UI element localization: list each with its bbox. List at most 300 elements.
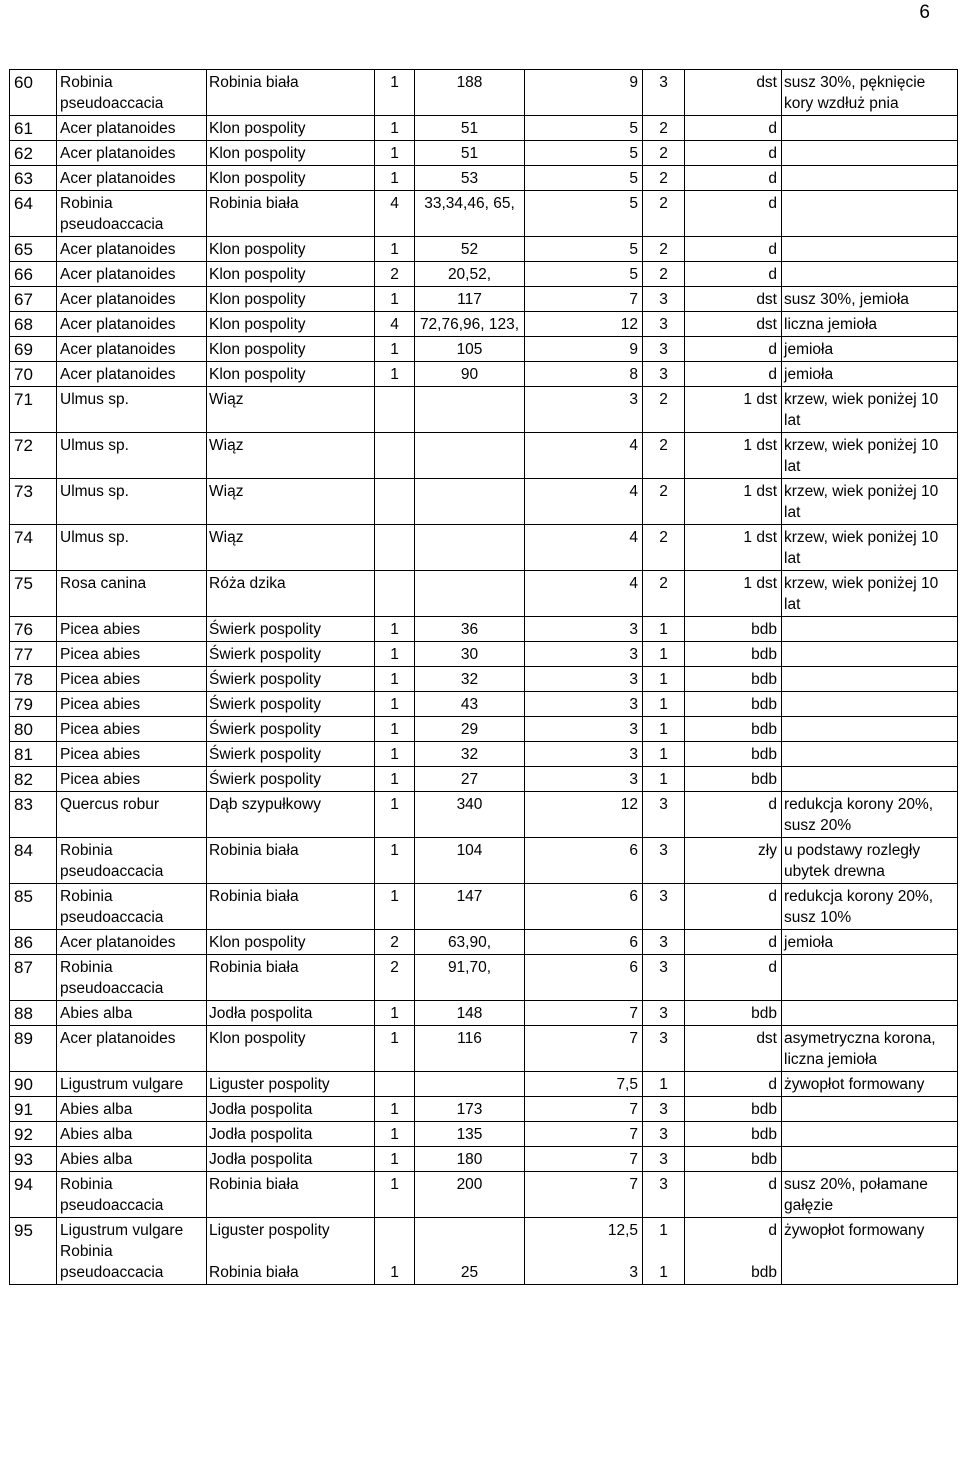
- circumference-cell: 200: [415, 1172, 525, 1218]
- table-row: [10, 838, 958, 884]
- table-row: [10, 1172, 958, 1218]
- tree-height-cell: 7: [525, 1122, 643, 1147]
- tree-condition-cell: dst: [685, 1026, 782, 1072]
- tree-number-cell: 67: [10, 287, 57, 312]
- latin-name-cell: Robinia pseudoaccacia: [57, 191, 207, 237]
- table-row: [10, 667, 958, 692]
- circumference-cell: 33,34,46, 65,: [415, 191, 525, 237]
- tree-height-cell: 5: [525, 237, 643, 262]
- remarks-cell: [782, 237, 958, 262]
- tree-condition-cell: 1 dst: [685, 525, 782, 571]
- tree-height-cell: 3: [525, 717, 643, 742]
- tree-condition-cell: dst: [685, 312, 782, 337]
- tree-condition-cell: zły: [685, 838, 782, 884]
- remarks-cell: [782, 955, 958, 1001]
- remarks-cell: [782, 642, 958, 667]
- circumference-cell: [415, 571, 525, 617]
- remarks-cell: krzew, wiek poniżej 10 lat: [782, 525, 958, 571]
- polish-name-cell: Wiąz: [207, 387, 375, 433]
- tree-number-cell: 82: [10, 767, 57, 792]
- polish-name-cell: Jodła pospolita: [207, 1097, 375, 1122]
- latin-name-cell: Acer platanoides: [57, 116, 207, 141]
- stem-count-cell: 1: [375, 70, 415, 116]
- polish-name-cell: Wiąz: [207, 479, 375, 525]
- tree-height-cell: 5: [525, 141, 643, 166]
- tree-condition-cell: d: [685, 930, 782, 955]
- tree-height-cell: 3: [525, 642, 643, 667]
- circumference-cell: [415, 1072, 525, 1097]
- tree-number-cell: 63: [10, 166, 57, 191]
- table-row: [10, 312, 958, 337]
- tree-condition-cell: bdb: [685, 692, 782, 717]
- stem-count-cell: [375, 387, 415, 433]
- remarks-cell: [782, 717, 958, 742]
- stem-count-cell: 1: [375, 642, 415, 667]
- latin-name-cell: Picea abies: [57, 617, 207, 642]
- crown-width-cell: 3: [643, 1026, 685, 1072]
- remarks-cell: [782, 692, 958, 717]
- stem-count-cell: 1: [375, 237, 415, 262]
- tree-height-cell: 3: [525, 767, 643, 792]
- tree-condition-cell: 1 dst: [685, 433, 782, 479]
- latin-name-cell: Abies alba: [57, 1122, 207, 1147]
- remarks-cell: susz 30%, jemioła: [782, 287, 958, 312]
- stem-count-cell: [375, 1072, 415, 1097]
- tree-condition-cell: d: [685, 191, 782, 237]
- remarks-cell: asymetryczna korona, liczna jemioła: [782, 1026, 958, 1072]
- latin-name-cell: Ligustrum vulgare: [57, 1072, 207, 1097]
- crown-width-cell: 3: [643, 1172, 685, 1218]
- circumference-cell: 72,76,96, 123,: [415, 312, 525, 337]
- circumference-cell: 116: [415, 1026, 525, 1072]
- tree-height-cell: 5: [525, 262, 643, 287]
- tree-condition-cell: d: [685, 884, 782, 930]
- remarks-cell: jemioła: [782, 362, 958, 387]
- stem-count-cell: 2: [375, 930, 415, 955]
- crown-width-cell: 2: [643, 433, 685, 479]
- circumference-cell: 27: [415, 767, 525, 792]
- stem-count-cell: 1: [375, 1218, 415, 1285]
- remarks-cell: [782, 742, 958, 767]
- stem-count-cell: 4: [375, 191, 415, 237]
- polish-name-cell: Jodła pospolita: [207, 1147, 375, 1172]
- tree-condition-cell: dst: [685, 287, 782, 312]
- latin-name-cell: Abies alba: [57, 1001, 207, 1026]
- tree-height-cell: 7: [525, 1026, 643, 1072]
- remarks-cell: krzew, wiek poniżej 10 lat: [782, 571, 958, 617]
- stem-count-cell: 1: [375, 141, 415, 166]
- remarks-cell: krzew, wiek poniżej 10 lat: [782, 433, 958, 479]
- tree-number-cell: 89: [10, 1026, 57, 1072]
- polish-name-cell: Robinia biała: [207, 70, 375, 116]
- remarks-cell: jemioła: [782, 930, 958, 955]
- stem-count-cell: 1: [375, 166, 415, 191]
- stem-count-cell: 1: [375, 767, 415, 792]
- table-row: [10, 767, 958, 792]
- tree-height-cell: 9: [525, 70, 643, 116]
- circumference-cell: 91,70,: [415, 955, 525, 1001]
- table-row: [10, 642, 958, 667]
- tree-height-cell: 5: [525, 191, 643, 237]
- stem-count-cell: 1: [375, 742, 415, 767]
- stem-count-cell: [375, 433, 415, 479]
- tree-condition-cell: d: [685, 1172, 782, 1218]
- crown-width-cell: 2: [643, 262, 685, 287]
- remarks-cell: jemioła: [782, 337, 958, 362]
- tree-height-cell: 3: [525, 617, 643, 642]
- polish-name-cell: Jodła pospolita: [207, 1122, 375, 1147]
- tree-number-cell: 85: [10, 884, 57, 930]
- table-row: [10, 116, 958, 141]
- tree-height-cell: 7,5: [525, 1072, 643, 1097]
- tree-number-cell: 61: [10, 116, 57, 141]
- tree-number-cell: 92: [10, 1122, 57, 1147]
- tree-height-cell: 3: [525, 692, 643, 717]
- table-row: [10, 362, 958, 387]
- crown-width-cell: 1: [643, 1072, 685, 1097]
- table-row: [10, 1026, 958, 1072]
- remarks-cell: krzew, wiek poniżej 10 lat: [782, 387, 958, 433]
- table-row: [10, 571, 958, 617]
- polish-name-cell: Klon pospolity: [207, 930, 375, 955]
- tree-condition-cell: d: [685, 141, 782, 166]
- latin-name-cell: Ulmus sp.: [57, 433, 207, 479]
- tree-condition-cell: 1 dst: [685, 387, 782, 433]
- polish-name-cell: Wiąz: [207, 433, 375, 479]
- polish-name-cell: Świerk pospolity: [207, 617, 375, 642]
- tree-number-cell: 73: [10, 479, 57, 525]
- circumference-cell: 52: [415, 237, 525, 262]
- stem-count-cell: 1: [375, 287, 415, 312]
- tree-number-cell: 71: [10, 387, 57, 433]
- tree-number-cell: 78: [10, 667, 57, 692]
- table-row: [10, 717, 958, 742]
- crown-width-cell: 1: [643, 767, 685, 792]
- tree-condition-cell: bdb: [685, 667, 782, 692]
- crown-width-cell: 1 1: [643, 1218, 685, 1285]
- circumference-cell: 32: [415, 667, 525, 692]
- circumference-cell: 20,52,: [415, 262, 525, 287]
- circumference-cell: 180: [415, 1147, 525, 1172]
- polish-name-cell: Robinia biała: [207, 191, 375, 237]
- crown-width-cell: 3: [643, 1097, 685, 1122]
- table-row: [10, 692, 958, 717]
- polish-name-cell: Klon pospolity: [207, 1026, 375, 1072]
- tree-height-cell: 3: [525, 742, 643, 767]
- tree-number-cell: 62: [10, 141, 57, 166]
- crown-width-cell: 3: [643, 884, 685, 930]
- tree-height-cell: 12,5 3: [525, 1218, 643, 1285]
- polish-name-cell: Świerk pospolity: [207, 667, 375, 692]
- stem-count-cell: [375, 571, 415, 617]
- polish-name-cell: Klon pospolity: [207, 166, 375, 191]
- crown-width-cell: 3: [643, 287, 685, 312]
- tree-height-cell: 4: [525, 525, 643, 571]
- crown-width-cell: 3: [643, 70, 685, 116]
- stem-count-cell: 1: [375, 337, 415, 362]
- circumference-cell: [415, 525, 525, 571]
- remarks-cell: susz 20%, połamane gałęzie: [782, 1172, 958, 1218]
- circumference-cell: 32: [415, 742, 525, 767]
- circumference-cell: 340: [415, 792, 525, 838]
- circumference-cell: [415, 387, 525, 433]
- latin-name-cell: Ulmus sp.: [57, 387, 207, 433]
- polish-name-cell: Klon pospolity: [207, 262, 375, 287]
- tree-height-cell: 6: [525, 955, 643, 1001]
- tree-number-cell: 74: [10, 525, 57, 571]
- crown-width-cell: 1: [643, 617, 685, 642]
- tree-condition-cell: d: [685, 362, 782, 387]
- table-row: [10, 433, 958, 479]
- table-row: [10, 955, 958, 1001]
- remarks-cell: redukcja korony 20%, susz 20%: [782, 792, 958, 838]
- remarks-cell: susz 30%, pęknięcie kory wzdłuż pnia: [782, 70, 958, 116]
- remarks-cell: [782, 767, 958, 792]
- circumference-cell: 188: [415, 70, 525, 116]
- crown-width-cell: 3: [643, 792, 685, 838]
- tree-condition-cell: bdb: [685, 1147, 782, 1172]
- tree-number-cell: 80: [10, 717, 57, 742]
- remarks-cell: [782, 1122, 958, 1147]
- tree-height-cell: 7: [525, 287, 643, 312]
- stem-count-cell: 2: [375, 262, 415, 287]
- latin-name-cell: Robinia pseudoaccacia: [57, 70, 207, 116]
- circumference-cell: [415, 433, 525, 479]
- circumference-cell: 135: [415, 1122, 525, 1147]
- latin-name-cell: Acer platanoides: [57, 262, 207, 287]
- polish-name-cell: Robinia biała: [207, 884, 375, 930]
- latin-name-cell: Rosa canina: [57, 571, 207, 617]
- tree-number-cell: 90: [10, 1072, 57, 1097]
- latin-name-cell: Abies alba: [57, 1097, 207, 1122]
- tree-condition-cell: d: [685, 337, 782, 362]
- crown-width-cell: 2: [643, 166, 685, 191]
- tree-number-cell: 72: [10, 433, 57, 479]
- tree-number-cell: 93: [10, 1147, 57, 1172]
- circumference-cell: 36: [415, 617, 525, 642]
- tree-height-cell: 3: [525, 387, 643, 433]
- tree-height-cell: 7: [525, 1001, 643, 1026]
- tree-number-cell: 91: [10, 1097, 57, 1122]
- stem-count-cell: 4: [375, 312, 415, 337]
- crown-width-cell: 2: [643, 387, 685, 433]
- stem-count-cell: 1: [375, 667, 415, 692]
- circumference-cell: 148: [415, 1001, 525, 1026]
- remarks-cell: redukcja korony 20%, susz 10%: [782, 884, 958, 930]
- remarks-cell: żywopłot formowany: [782, 1072, 958, 1097]
- tree-condition-cell: d: [685, 237, 782, 262]
- tree-condition-cell: d bdb: [685, 1218, 782, 1285]
- crown-width-cell: 3: [643, 838, 685, 884]
- tree-condition-cell: bdb: [685, 1097, 782, 1122]
- crown-width-cell: 2: [643, 141, 685, 166]
- tree-number-cell: 83: [10, 792, 57, 838]
- table-body: [10, 70, 958, 1285]
- circumference-cell: 25: [415, 1218, 525, 1285]
- latin-name-cell: Robinia pseudoaccacia: [57, 1172, 207, 1218]
- crown-width-cell: 2: [643, 116, 685, 141]
- table-row: [10, 617, 958, 642]
- polish-name-cell: Jodła pospolita: [207, 1001, 375, 1026]
- tree-height-cell: 12: [525, 312, 643, 337]
- tree-height-cell: 6: [525, 884, 643, 930]
- polish-name-cell: Świerk pospolity: [207, 692, 375, 717]
- remarks-cell: [782, 1097, 958, 1122]
- polish-name-cell: Robinia biała: [207, 1172, 375, 1218]
- crown-width-cell: 1: [643, 692, 685, 717]
- polish-name-cell: Świerk pospolity: [207, 767, 375, 792]
- table-row: [10, 70, 958, 116]
- table-row: [10, 387, 958, 433]
- tree-number-cell: 88: [10, 1001, 57, 1026]
- tree-condition-cell: bdb: [685, 1001, 782, 1026]
- crown-width-cell: 2: [643, 525, 685, 571]
- latin-name-cell: Acer platanoides: [57, 237, 207, 262]
- tree-condition-cell: dst: [685, 70, 782, 116]
- tree-height-cell: 7: [525, 1172, 643, 1218]
- tree-height-cell: 7: [525, 1147, 643, 1172]
- crown-width-cell: 3: [643, 955, 685, 1001]
- tree-height-cell: 8: [525, 362, 643, 387]
- tree-height-cell: 7: [525, 1097, 643, 1122]
- table-row: [10, 166, 958, 191]
- latin-name-cell: Picea abies: [57, 692, 207, 717]
- tree-inventory-table: [9, 69, 958, 1285]
- latin-name-cell: Picea abies: [57, 717, 207, 742]
- tree-height-cell: 4: [525, 571, 643, 617]
- circumference-cell: 43: [415, 692, 525, 717]
- latin-name-cell: Ulmus sp.: [57, 479, 207, 525]
- remarks-cell: krzew, wiek poniżej 10 lat: [782, 479, 958, 525]
- crown-width-cell: 2: [643, 571, 685, 617]
- table-row: [10, 237, 958, 262]
- polish-name-cell: Róża dzika: [207, 571, 375, 617]
- stem-count-cell: 1: [375, 1147, 415, 1172]
- tree-condition-cell: bdb: [685, 767, 782, 792]
- tree-number-cell: 64: [10, 191, 57, 237]
- circumference-cell: 51: [415, 141, 525, 166]
- remarks-cell: [782, 1001, 958, 1026]
- polish-name-cell: Świerk pospolity: [207, 717, 375, 742]
- stem-count-cell: 1: [375, 1001, 415, 1026]
- polish-name-cell: Klon pospolity: [207, 141, 375, 166]
- polish-name-cell: Klon pospolity: [207, 337, 375, 362]
- table-row: [10, 1147, 958, 1172]
- tree-condition-cell: 1 dst: [685, 479, 782, 525]
- tree-condition-cell: bdb: [685, 617, 782, 642]
- table-row: [10, 191, 958, 237]
- latin-name-cell: Picea abies: [57, 742, 207, 767]
- crown-width-cell: 3: [643, 930, 685, 955]
- table-row: [10, 1097, 958, 1122]
- polish-name-cell: Robinia biała: [207, 955, 375, 1001]
- tree-height-cell: 4: [525, 433, 643, 479]
- latin-name-cell: Acer platanoides: [57, 362, 207, 387]
- table-row: [10, 742, 958, 767]
- stem-count-cell: 1: [375, 1172, 415, 1218]
- table-row: [10, 262, 958, 287]
- tree-number-cell: 60: [10, 70, 57, 116]
- latin-name-cell: Robinia pseudoaccacia: [57, 884, 207, 930]
- tree-number-cell: 69: [10, 337, 57, 362]
- table-row: [10, 1218, 958, 1285]
- tree-condition-cell: bdb: [685, 742, 782, 767]
- stem-count-cell: 1: [375, 1026, 415, 1072]
- latin-name-cell: Acer platanoides: [57, 312, 207, 337]
- tree-height-cell: 9: [525, 337, 643, 362]
- tree-height-cell: 6: [525, 838, 643, 884]
- tree-condition-cell: 1 dst: [685, 571, 782, 617]
- polish-name-cell: Świerk pospolity: [207, 742, 375, 767]
- crown-width-cell: 1: [643, 667, 685, 692]
- tree-number-cell: 84: [10, 838, 57, 884]
- table-row: [10, 141, 958, 166]
- tree-condition-cell: d: [685, 792, 782, 838]
- circumference-cell: 117: [415, 287, 525, 312]
- tree-height-cell: 4: [525, 479, 643, 525]
- crown-width-cell: 3: [643, 337, 685, 362]
- latin-name-cell: Quercus robur: [57, 792, 207, 838]
- latin-name-cell: Abies alba: [57, 1147, 207, 1172]
- tree-number-cell: 94: [10, 1172, 57, 1218]
- remarks-cell: żywopłot formowany: [782, 1218, 958, 1285]
- table-row: [10, 1072, 958, 1097]
- crown-width-cell: 3: [643, 1001, 685, 1026]
- tree-condition-cell: d: [685, 166, 782, 191]
- polish-name-cell: Liguster pospolity: [207, 1072, 375, 1097]
- crown-width-cell: 3: [643, 1147, 685, 1172]
- remarks-cell: liczna jemioła: [782, 312, 958, 337]
- circumference-cell: [415, 479, 525, 525]
- stem-count-cell: 1: [375, 717, 415, 742]
- remarks-cell: [782, 116, 958, 141]
- tree-number-cell: 70: [10, 362, 57, 387]
- table-row: [10, 479, 958, 525]
- crown-width-cell: 2: [643, 191, 685, 237]
- latin-name-cell: Picea abies: [57, 642, 207, 667]
- tree-number-cell: 66: [10, 262, 57, 287]
- latin-name-cell: Acer platanoides: [57, 337, 207, 362]
- tree-height-cell: 5: [525, 166, 643, 191]
- table-row: [10, 930, 958, 955]
- tree-number-cell: 87: [10, 955, 57, 1001]
- circumference-cell: 104: [415, 838, 525, 884]
- stem-count-cell: 1: [375, 692, 415, 717]
- tree-number-cell: 76: [10, 617, 57, 642]
- tree-number-cell: 77: [10, 642, 57, 667]
- tree-number-cell: 65: [10, 237, 57, 262]
- table-row: [10, 525, 958, 571]
- table-row: [10, 1001, 958, 1026]
- crown-width-cell: 1: [643, 742, 685, 767]
- tree-height-cell: 12: [525, 792, 643, 838]
- table-row: [10, 337, 958, 362]
- stem-count-cell: 1: [375, 116, 415, 141]
- tree-number-cell: 79: [10, 692, 57, 717]
- tree-condition-cell: bdb: [685, 642, 782, 667]
- stem-count-cell: [375, 525, 415, 571]
- crown-width-cell: 3: [643, 362, 685, 387]
- tree-condition-cell: d: [685, 262, 782, 287]
- polish-name-cell: Klon pospolity: [207, 362, 375, 387]
- crown-width-cell: 1: [643, 717, 685, 742]
- remarks-cell: [782, 141, 958, 166]
- stem-count-cell: 1: [375, 838, 415, 884]
- stem-count-cell: 1: [375, 617, 415, 642]
- tree-condition-cell: bdb: [685, 717, 782, 742]
- table-row: [10, 287, 958, 312]
- latin-name-cell: Picea abies: [57, 767, 207, 792]
